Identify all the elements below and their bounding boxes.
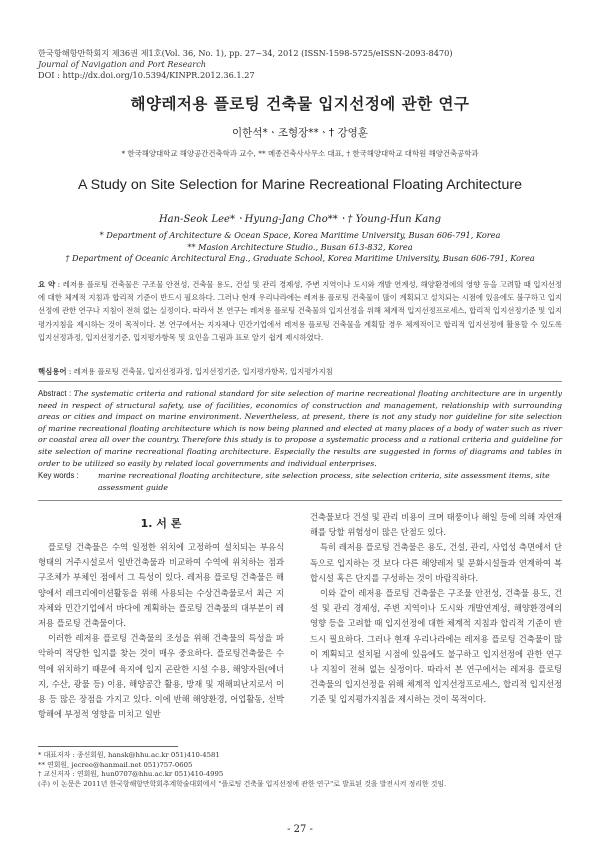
body-paragraph: 특히 레저용 플로팅 건축물은 용도, 건설, 관리, 사업성 측면에서 단독으로 입지하는 것 보다 다른 해양레저 및 문화시설들과 연계하여 복합시설 혹은 단지를 구성하는 것이 바람직하다. [310,542,562,583]
english-keywords-label: Key words : [38,471,79,480]
korean-abstract-text: : 레저용 플로팅 건축물은 구조물 안전성, 건축물 용도, 건설 및 관리 경제성, 주변 지역이나 도시와 개발 연계성, 해양환경에의 영향 등을 고려할 때 입지선정에 대한 체계적 지침과 합리적 기준이 반드시 필요하다. 그러나 현재 우리나라에는 레저용 플로팅 건축물이 많이 계획되고 설치되는 시점에 있음에도 불구하고 입지선정에 관한 연구나 지침이 전혀 없는 실정이다. 따라서 본 연구는 레저용 플로팅 건축물의 입지선정을 위해 체계적 입지선정프로세스, 합리적 입지선정기준 및 입지평가지침을 제시하는 것이 목적이다. 본 연구에서는 지자체나 민간기업에서 레저용 플로팅 건축물을 계획할 경우 체계적이고 합리적 입지선정에 활용할 수 있도록 입지선정과정, 입지선정기준, 입지평가항목 및 요인을 그림과 표로 알기 쉽게 제시하였다. [38,280,562,342]
korean-title: 해양레저용 플로팅 건축물 입지선정에 관한 연구 [130,95,470,113]
journal-name: Journal of Navigation and Port Research [38,59,207,69]
korean-affiliations: * 한국해양대학교 해양공간건축학과 교수, ** 메종건축사사무소 대표, † 한국해양대학교 대학원 해양건축공학과 [121,149,479,158]
footnotes [38,751,562,789]
journal-doi: DOI : http://dx.doi.org/10.5394/KINPR.2012.36.1.27 [38,70,255,80]
body-paragraph: 플로팅 건축물은 수역 일정한 위치에 고정하여 설치되는 부유식 형태의 거주시설로서 일반건축물과 비교하여 수역에 위치하는 점과 구조체가 부체인 점에서 그 특성이 있다. 레저용 플로팅 건축물은 해양에서 레크리에이션활동을 위해 사용되는 수상건축물로서 최근 지자체와 민간기업에서 바다에 계획하는 플로팅 건축물의 대부분이 레저용 플로팅 건축물이다. [38,542,284,629]
left-column [38,540,284,722]
footnote: * 대표저자 : 종신회원, hansk@hhu.ac.kr 051)410-4581 [38,751,220,759]
korean-keywords-text: : 레저용 플로팅 건축물, 입지선정과정, 입지선정기준, 입지평가항목, 입지평가지침 [66,367,333,376]
english-affiliation-1: * Department of Architecture & Ocean Space, Korea Maritime University, Busan 606-791, Korea [99,230,501,240]
journal-citation: 한국항해항만학회지 제36권 제1호(Vol. 36, No. 1), pp. 27~34, 2012 (ISSN-1598-5725/eISSN-2093-8470) [38,48,453,58]
english-affiliation-2: ** Masion Architecture Studio., Busan 613-832, Korea [187,241,413,252]
footnote: † 교신저자 : 연회원, hun0707@hhu.ac.kr 051)410-4995 [38,770,224,779]
korean-abstract-label: 요 약 [38,280,56,289]
footnote: (주) 이 논문은 2011년 한국항해항만학회추계학술대회에서 "플로팅 건축물 입지선정에 관한 연구"로 발표된 것을 발전시켜 정리한 것임. [38,779,447,788]
section-heading: 1. 서 론 [140,517,182,530]
korean-abstract [38,278,562,344]
english-authors: Han-Seok Lee*ㆍHyung-Jang Cho**ㆍ† Young-Hun Kang [158,214,442,225]
footnote: ** 연회원, jecree@hanmail.net 051)757-0605 [38,760,193,769]
english-abstract-text: The systematic criteria and rational standard for site selection of marine recreational floating architecture are in urgently need in respect of structural safety, use of facilities, economics of construction and management, relationship with surrounding areas or cities and impact on marine environment. Nevertheless, at present, there is not any study nor guideline for site selection of marine recreational floating architecture which is now being planned and elected at many places of a body of water such as river or coastal area all over the country. Therefore this study is to propose a systematic process and a rational criteria and guideline for site selection of marine recreational floating architecture. Especially the results are suggested in forms of diagrams and tables in order to be utilized so easily by related local governments and individual enterprises. [38,389,562,468]
journal-header [38,48,453,81]
english-affiliation-3: † Department of Oceanic Architectural Eng., Graduate School, Korea Maritime University, Busan 606-791, Korea [65,253,535,263]
right-column [310,510,562,708]
body-paragraph: 이와 같이 레저용 플로팅 건축물은 구조물 안전성, 건축물 용도, 건설 및 관리 경제성, 주변 지역이나 도시와 개발연계성, 해양환경에의 영향 등을 고려할 때 입지선정에 대한 체계적 지침과 합리적 기준이 반드시 필요하다. 그러나 현재 우리나라에는 레저용 플로팅 건축물이 많이 계획되고 설치될 시점에 있음에도 불구하고 입지선정에 관한 연구나 지침이 전혀 없는 실정이다. 따라서 본 연구에서는 레저용 플로팅 건축물의 입지선정을 위해 체계적 입지선정프로세스, 합리적 입지선정기준 및 입지평가지침을 제시하는 것이 목적이다. [310,588,562,705]
body-paragraph: 건축물보다 건설 및 관리 비용이 크며 태풍이나 해일 등에 의해 자연재해를 당할 위험성이 많은 단점도 있다. [310,512,562,538]
english-abstract-label: Abstract : [38,389,74,398]
korean-keywords [38,366,562,377]
english-keywords-text: marine recreational floating architecture, site selection process, site selection criteria, site assessment items, site assessment guide [98,471,550,492]
english-title: A Study on Site Selection for Marine Recreational Floating Architecture [78,177,522,193]
english-abstract [38,388,562,469]
korean-keywords-label: 핵심용어 [38,367,67,376]
body-paragraph: 이러한 레저용 플로팅 건축물의 조성을 위해 건축물의 특성을 파악하여 적당한 입지를 찾는 것이 매우 중요하다. 플로팅건축물은 수역에 위치하기 때문에 육지에 입지 곤란한 시설 수용, 해양자원(에너지, 수산, 광물 등) 이용, 해양공간 활용, 방재 및 재해피난지로서 이용 등 많은 장점을 가지고 있다. 이에 반해 해양환경, 어업활동, 선박항해에 부정적 영향을 미치고 일반 [38,633,284,720]
page-number: - 27 - [287,824,313,835]
footnote-divider [38,746,178,747]
korean-authors: 이한석*ㆍ조형장**ㆍ† 강영훈 [232,127,368,139]
body-divider [38,500,562,501]
english-keywords [38,470,562,493]
abstract-divider [38,381,562,382]
